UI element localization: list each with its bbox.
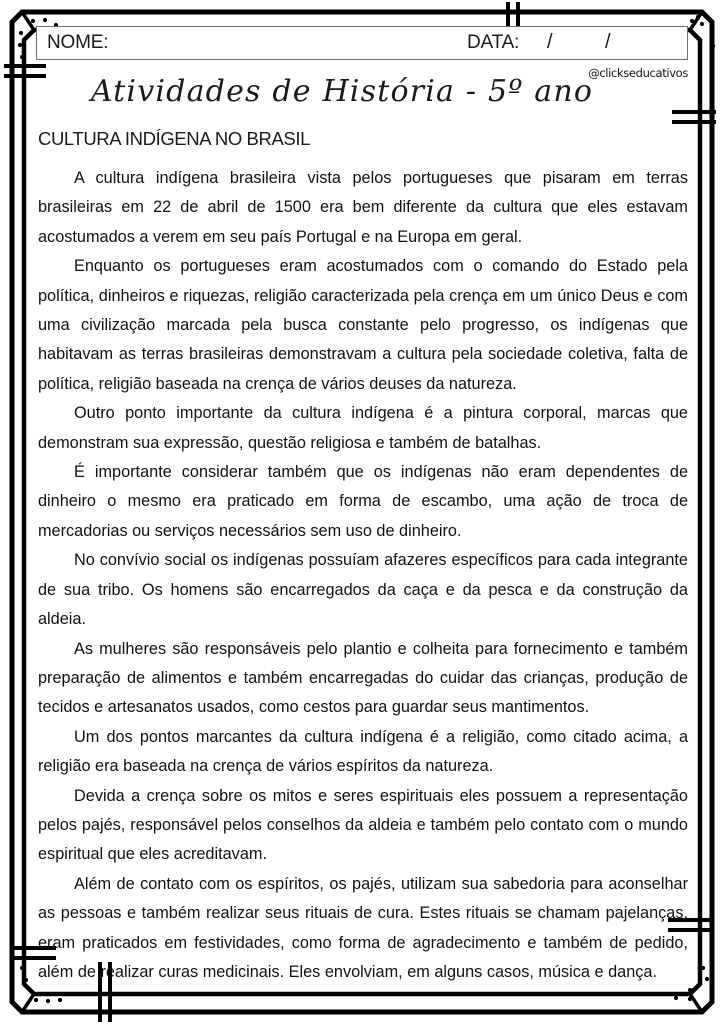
paragraph: Enquanto os portugueses eram acostumados com o comando do Estado pela política, dinheiros e riquezas, religião caracterizada pela crença em um único Deus e com uma civilização marcada pela busca constante pelo progresso, os indígenas que habitavam as terras brasileiras demonstravam a cultura pela sociedade coletiva, falta de política, religião baseada na crença de vários deuses da natureza.	[38, 257, 688, 393]
paragraph: A cultura indígena brasileira vista pelos portugueses que pisaram em terras brasileiras em 22 de abril de 1500 era bem diferente da cultura que eles estavam acostumados a verem em seu país Portugal e na Europa em geral.	[38, 169, 688, 246]
date-separator-first: /	[547, 31, 553, 53]
date-label: DATA:	[467, 32, 520, 54]
worksheet-content	[36, 26, 688, 981]
paragraph: Um dos pontos marcantes da cultura indígena é a religião, como citado acima, a religião era baseada na crença de vários espíritos da natureza.	[38, 727, 688, 776]
paragraph: Outro ponto importante da cultura indígena é a pintura corporal, marcas que demonstram sua expressão, questão religiosa e também de batalhas.	[38, 404, 688, 452]
frame-corner-bevel-bl	[22, 994, 34, 1012]
name-date-inner	[37, 27, 687, 59]
name-label: NOME:	[47, 32, 109, 54]
frame-corner-bevel-br	[690, 994, 702, 1012]
frame-corner-bevel-tl	[22, 12, 34, 30]
page-title: Atividades de História - 5º ano	[90, 74, 594, 109]
date-separator-second: /	[605, 31, 611, 53]
paragraph: As mulheres são responsáveis pelo plantio e colheita para fornecimento e também preparação de alimentos e também encarregadas do cuidar das crianças, produção de tecidos e artesanatos usados, como cestos para guardar seus mantimentos.	[38, 639, 688, 717]
watermark-handle: @clickseducativos	[588, 66, 688, 80]
body-text	[38, 164, 688, 987]
paragraph: É importante considerar também que os indígenas não eram dependentes de dinheiro o mesmo era praticado em forma de escambo, uma ação de troca de mercadorias ou serviços necessários sem uso de dinheiro.	[38, 463, 688, 540]
section-heading: CULTURA INDÍGENA NO BRASIL	[38, 128, 310, 149]
paragraph: Além de contato com os espíritos, os pajés, utilizam sua sabedoria para aconselhar as pessoas e também realizar seus rituais de cura. Estes rituais se chamam pajelanças, eram praticados em festividades, como forma de agradecimento e também de pedido, além de realizar curas medicinais. Eles envolviam, em alguns casos, música e dança.	[38, 874, 688, 981]
frame-corner-bevel-tr	[690, 12, 702, 30]
paragraph: Devida a crença sobre os mitos e seres espirituais eles possuem a representação pelos pajés, responsável pelos conselhos da aldeia e também pelo contato com o mundo espiritual que eles acreditavam.	[38, 786, 688, 864]
paragraph: No convívio social os indígenas possuíam afazeres específicos para cada integrante de sua tribo. Os homens são encarregados da caça e da pesca e da construção da aldeia.	[38, 551, 688, 629]
name-date-box	[36, 26, 688, 60]
